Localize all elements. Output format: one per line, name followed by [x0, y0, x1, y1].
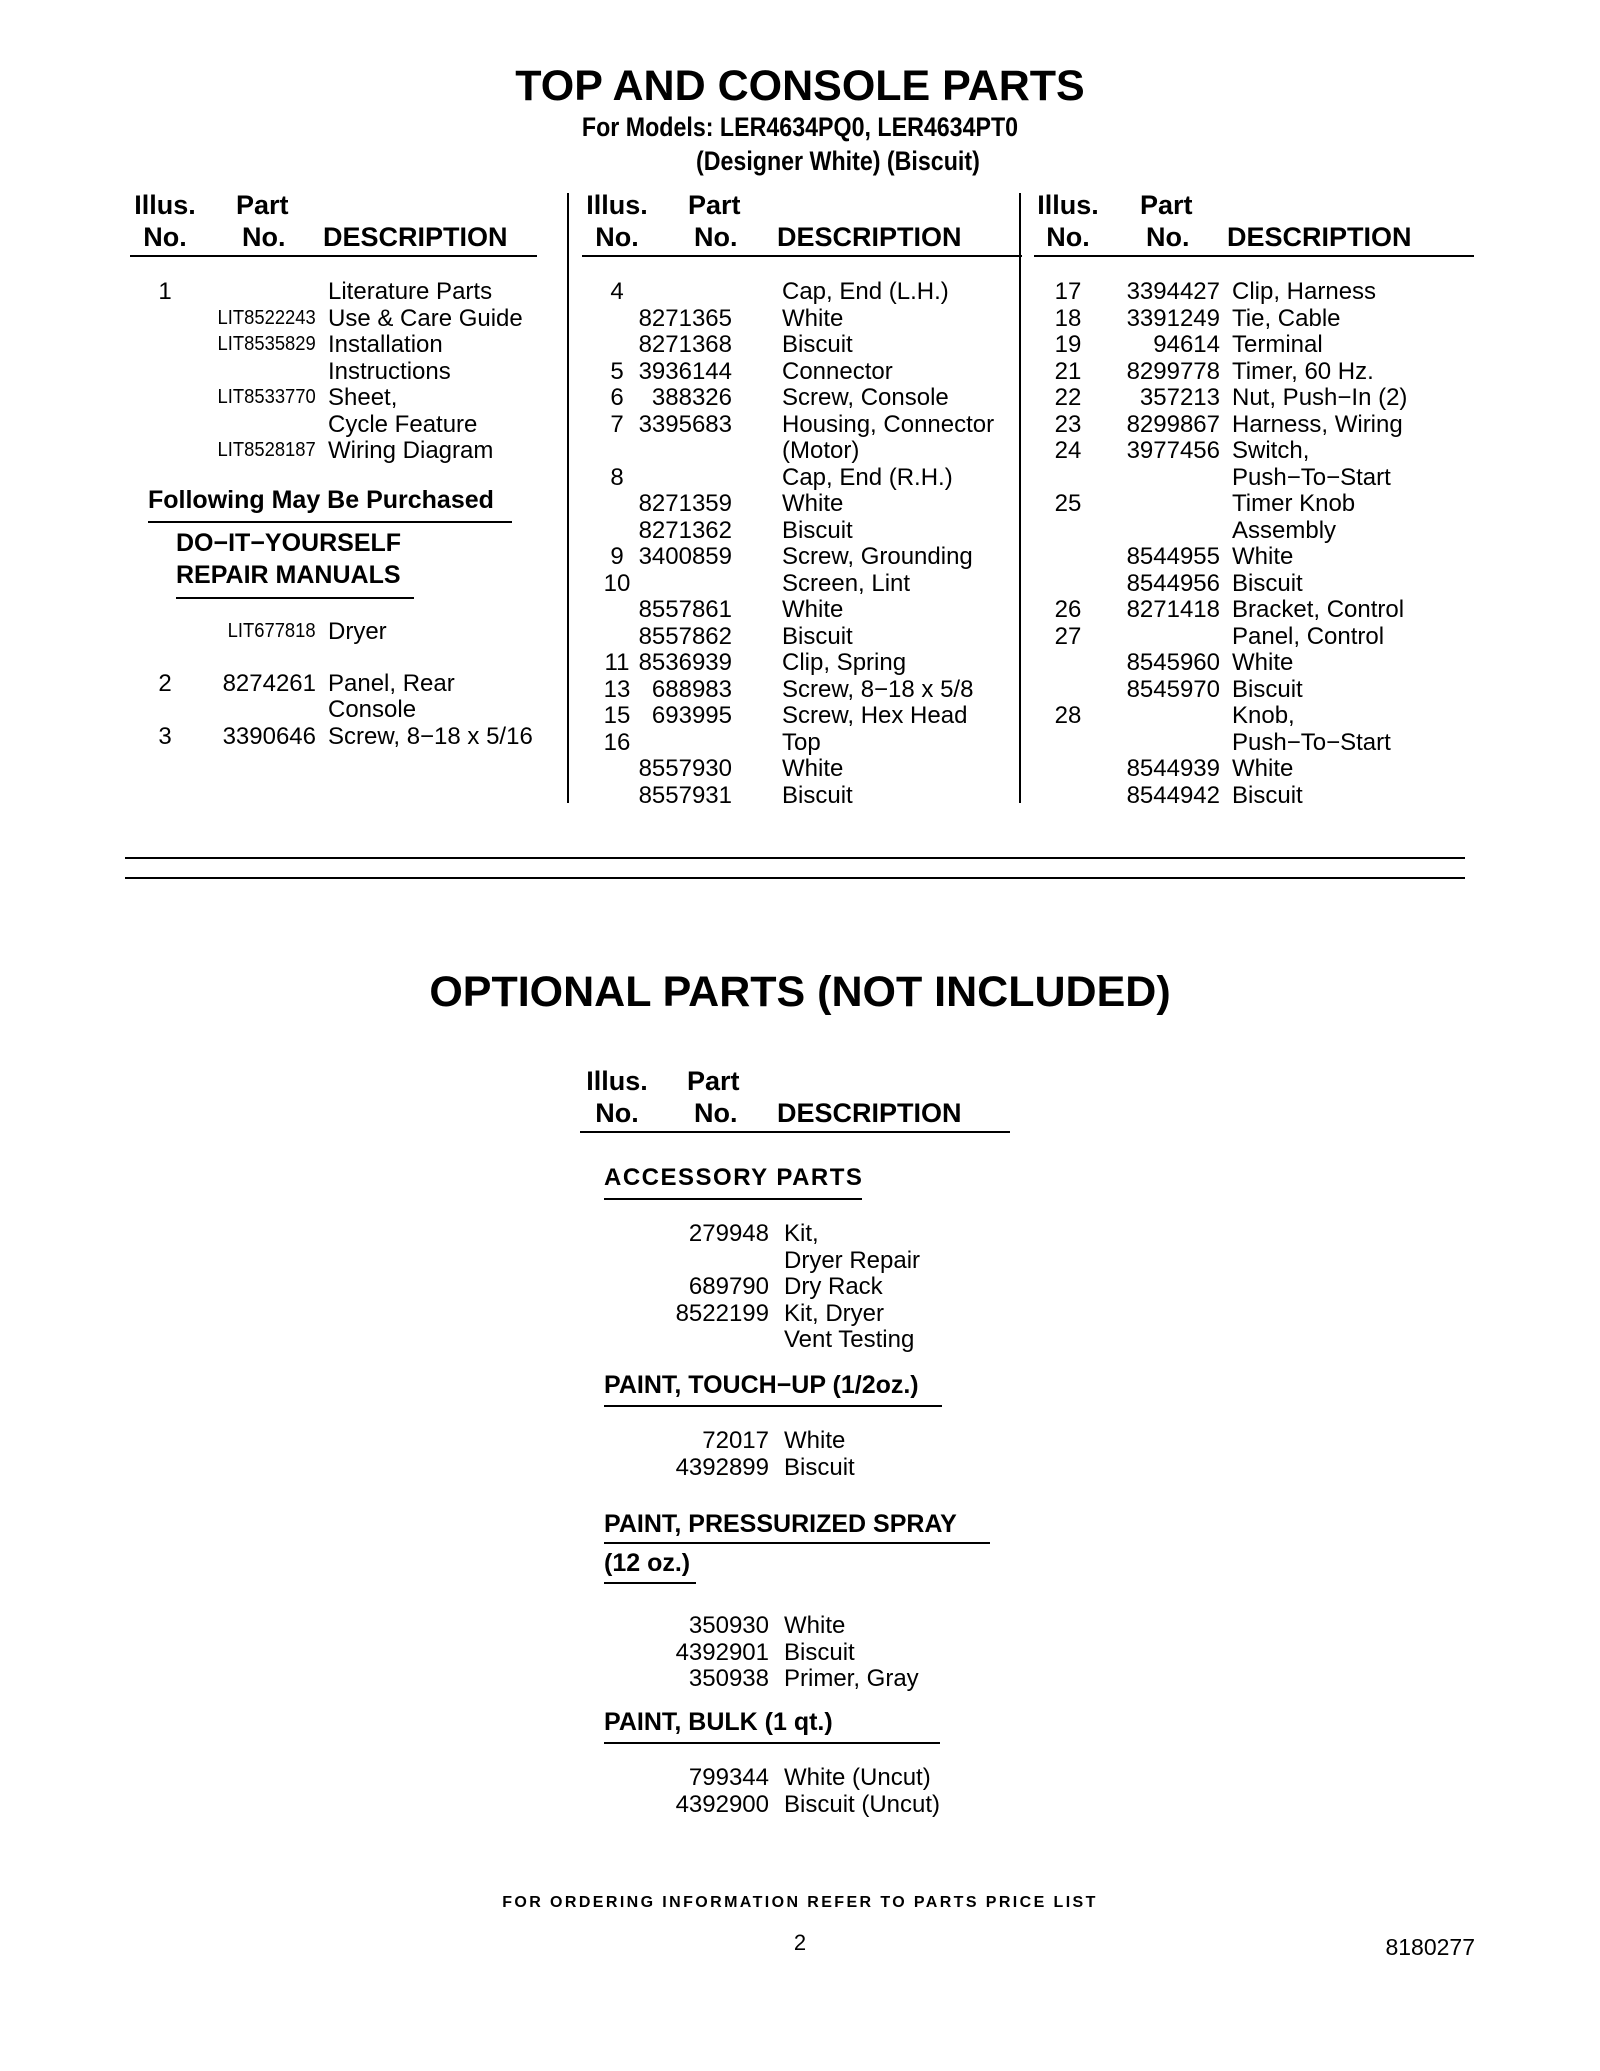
table-row: [130, 618, 560, 645]
section-divider-bottom: [125, 877, 1465, 879]
table-row: [1034, 384, 1464, 411]
part-number: 350930: [688, 1612, 769, 1639]
illus-number: 8: [610, 463, 624, 491]
table-row: [1034, 490, 1464, 517]
header-illus: Illus.: [1037, 190, 1099, 220]
section-heading-rule: [604, 1742, 940, 1744]
table-row: [582, 702, 1012, 729]
table-row: [1034, 331, 1464, 358]
part-description: Console: [328, 696, 417, 723]
part-description: Cycle Feature: [328, 410, 478, 438]
section-heading-rule: [604, 1405, 942, 1407]
table-row: [600, 1791, 1020, 1818]
part-number: 8271359: [638, 490, 732, 517]
section-divider-top: [125, 857, 1465, 859]
part-number: 693995: [651, 702, 732, 729]
header-illus: Illus.: [586, 190, 648, 220]
header-description: DESCRIPTION: [777, 222, 962, 252]
part-description: Biscuit (Uncut): [784, 1790, 941, 1818]
part-number: 8545960: [1126, 649, 1220, 676]
page-title: TOP AND CONSOLE PARTS: [515, 62, 1085, 110]
header-part-no: No.: [694, 222, 738, 252]
table-row: [1034, 729, 1464, 756]
part-number: LIT8528187: [217, 439, 316, 461]
illus-number: 11: [604, 649, 630, 676]
illus-number: 3: [158, 723, 172, 750]
table-row: [1034, 676, 1464, 703]
illus-number: 9: [610, 543, 624, 570]
illus-number: 25: [1054, 490, 1082, 517]
part-number: 8557861: [638, 596, 732, 623]
part-description: Knob,: [1232, 702, 1295, 729]
illus-number: 15: [603, 702, 631, 729]
part-description: Vent Testing: [784, 1326, 915, 1353]
part-description: Dryer: [328, 618, 387, 645]
illus-number: 27: [1054, 622, 1082, 650]
part-number: 689790: [688, 1273, 769, 1300]
part-number: 8544939: [1126, 755, 1220, 782]
diy-heading: DO−IT−YOURSELF: [176, 529, 402, 557]
table-row: [582, 384, 1012, 411]
part-number: LIT8522243: [217, 306, 316, 329]
table-row: [130, 358, 560, 385]
table-row: [582, 490, 1012, 517]
part-description: Biscuit: [782, 781, 853, 809]
table-row: [582, 464, 1012, 491]
header-rule: [130, 255, 537, 257]
illus-number: 24: [1054, 437, 1082, 464]
table-row: [582, 755, 1012, 782]
part-number: 8557930: [638, 755, 732, 782]
table-row: [1034, 782, 1464, 809]
part-description: Literature Parts: [328, 278, 493, 305]
header-illus-no: No.: [595, 1098, 639, 1128]
diy-heading-rule: [176, 597, 414, 599]
part-number: 8536939: [638, 649, 732, 676]
part-description: Tie, Cable: [1232, 304, 1341, 332]
column-divider: [567, 193, 569, 803]
illus-number: 21: [1054, 357, 1082, 385]
illus-number: 22: [1054, 384, 1082, 411]
colors-subtitle: (Designer White) (Biscuit): [696, 146, 980, 176]
table-row: [130, 670, 560, 697]
table-row: [1034, 570, 1464, 597]
table-row: [582, 331, 1012, 358]
part-description: Panel, Control: [1232, 622, 1385, 650]
part-number: 388326: [651, 384, 732, 411]
part-description: Screw, Grounding: [782, 543, 973, 570]
header-illus: Illus.: [586, 1066, 648, 1096]
part-number: 8557862: [638, 622, 732, 650]
table-row: [582, 596, 1012, 623]
table-row: [600, 1612, 1020, 1639]
purchase-heading: Following May Be Purchased: [148, 486, 494, 514]
table-row: [130, 411, 560, 438]
header-illus: Illus.: [134, 190, 196, 220]
part-number: 3400859: [638, 543, 732, 570]
header-part-no: No.: [242, 222, 286, 252]
part-number: 8544956: [1126, 569, 1220, 597]
part-number: 688983: [651, 675, 732, 703]
part-description: Nut, Push−In (2): [1232, 384, 1408, 411]
illus-number: 5: [610, 357, 624, 385]
table-row: [1034, 305, 1464, 332]
header-description: DESCRIPTION: [1227, 222, 1412, 252]
table-row: [600, 1427, 1020, 1454]
part-description: Biscuit: [1232, 569, 1303, 597]
part-description: Biscuit: [782, 331, 853, 358]
document-number: 8180277: [1385, 1934, 1475, 1960]
table-row: [600, 1764, 1020, 1791]
part-description: White: [782, 304, 844, 332]
section-heading: PAINT, TOUCH−UP (1/2oz.): [604, 1371, 919, 1399]
table-row: [582, 649, 1012, 676]
part-number: 8545970: [1126, 675, 1220, 703]
table-row: [1034, 464, 1464, 491]
part-number: 4392899: [675, 1453, 769, 1481]
part-number: 3394427: [1126, 278, 1220, 305]
table-row: [130, 723, 560, 750]
illus-number: 19: [1054, 331, 1082, 358]
section-heading-rule: [604, 1542, 990, 1544]
part-description: Kit,: [784, 1220, 819, 1247]
part-description: Bracket, Control: [1232, 596, 1405, 623]
header-part: Part: [687, 1066, 740, 1096]
table-row: [130, 278, 560, 305]
section-heading-rule: [604, 1198, 862, 1200]
part-number: 94614: [1153, 331, 1220, 358]
part-description: Screen, Lint: [782, 569, 911, 597]
part-description: Screw, Hex Head: [782, 702, 968, 729]
part-number: 8299778: [1126, 357, 1220, 385]
part-description: Use & Care Guide: [328, 304, 523, 332]
table-row: [600, 1300, 1020, 1327]
illus-number: 6: [610, 384, 624, 411]
part-description: Cap, End (R.H.): [782, 463, 953, 491]
part-description: White: [782, 490, 844, 517]
part-number: 350938: [688, 1665, 769, 1692]
illus-number: 10: [603, 569, 631, 597]
header-illus-no: No.: [143, 222, 187, 252]
table-row: [600, 1247, 1020, 1274]
table-row: [1034, 649, 1464, 676]
part-description: Harness, Wiring: [1232, 410, 1403, 438]
header-description: DESCRIPTION: [777, 1098, 962, 1128]
illus-number: 4: [610, 278, 624, 305]
part-description: Biscuit: [782, 516, 853, 544]
illus-number: 16: [603, 728, 631, 756]
illus-number: 1: [158, 278, 172, 305]
table-row: [600, 1220, 1020, 1247]
header-part: Part: [688, 190, 741, 220]
part-description: Assembly: [1232, 516, 1337, 544]
part-number: 8271365: [638, 304, 732, 332]
table-row: [130, 696, 560, 723]
part-number: 4392900: [675, 1790, 769, 1818]
table-row: [582, 782, 1012, 809]
part-description: Timer, 60 Hz.: [1232, 357, 1374, 385]
header-rule: [580, 1131, 1010, 1133]
part-description: Instructions: [328, 357, 451, 385]
table-row: [130, 384, 560, 411]
table-row: [600, 1639, 1020, 1666]
table-row: [582, 305, 1012, 332]
section-heading: PAINT, BULK (1 qt.): [604, 1708, 833, 1736]
part-description: White: [782, 755, 844, 782]
table-row: [582, 570, 1012, 597]
part-number: 8544955: [1126, 543, 1220, 570]
purchase-heading-rule: [148, 521, 512, 523]
part-description: White: [782, 596, 844, 623]
part-description: Installation: [328, 331, 443, 358]
part-description: White (Uncut): [784, 1764, 931, 1791]
part-description: Terminal: [1232, 331, 1323, 358]
table-row: [600, 1326, 1020, 1353]
table-row: [582, 543, 1012, 570]
part-description: Clip, Harness: [1232, 278, 1377, 305]
table-row: [130, 331, 560, 358]
part-description: Wiring Diagram: [328, 437, 494, 464]
part-description: Screw, 8−18 x 5/16: [328, 723, 533, 750]
part-description: White: [784, 1612, 846, 1639]
table-row: [1034, 623, 1464, 650]
part-description: White: [1232, 649, 1294, 676]
table-row: [1034, 702, 1464, 729]
optional-parts-title: OPTIONAL PARTS (NOT INCLUDED): [429, 968, 1171, 1016]
table-row: [1034, 411, 1464, 438]
table-row: [582, 358, 1012, 385]
table-row: [582, 278, 1012, 305]
illus-number: 28: [1054, 702, 1082, 729]
table-row: [1034, 517, 1464, 544]
table-row: [130, 305, 560, 332]
part-description: Top: [782, 728, 821, 756]
illus-number: 17: [1054, 278, 1082, 305]
header-part-no: No.: [1146, 222, 1190, 252]
part-number: 799344: [688, 1764, 769, 1791]
illus-number: 18: [1054, 304, 1082, 332]
part-description: White: [784, 1427, 846, 1454]
part-description: White: [1232, 543, 1294, 570]
part-number: 8522199: [675, 1299, 769, 1327]
part-description: Primer, Gray: [784, 1665, 919, 1692]
part-number: 3395683: [638, 410, 732, 438]
header-part: Part: [1140, 190, 1193, 220]
part-description: Screw, 8−18 x 5/8: [782, 675, 974, 703]
header-illus-no: No.: [595, 222, 639, 252]
diy-heading: REPAIR MANUALS: [176, 561, 401, 589]
ordering-note: FOR ORDERING INFORMATION REFER TO PARTS PRICE LIST: [502, 1894, 1098, 1911]
illus-number: 2: [158, 670, 172, 697]
column-divider: [1019, 193, 1021, 803]
part-description: Timer Knob: [1232, 490, 1356, 517]
section-heading: (12 oz.): [604, 1549, 691, 1577]
part-number: 3936144: [638, 357, 732, 385]
part-number: 72017: [702, 1427, 769, 1454]
part-description: (Motor): [782, 437, 860, 464]
part-description: Sheet,: [328, 384, 398, 411]
table-row: [582, 729, 1012, 756]
part-number: 8557931: [638, 781, 732, 809]
part-description: White: [1232, 755, 1294, 782]
table-row: [1034, 358, 1464, 385]
part-description: Biscuit: [1232, 675, 1303, 703]
table-row: [582, 623, 1012, 650]
illus-number: 13: [603, 675, 631, 703]
part-description: Screw, Console: [782, 384, 949, 411]
section-heading-rule: [604, 1582, 696, 1584]
table-row: [582, 411, 1012, 438]
part-description: Push−To−Start: [1232, 728, 1391, 756]
part-number: LIT677818: [228, 620, 316, 642]
illus-number: 26: [1054, 596, 1082, 623]
part-description: Biscuit: [1232, 781, 1303, 809]
part-description: Cap, End (L.H.): [782, 278, 949, 305]
part-number: LIT8535829: [217, 333, 316, 355]
table-row: [1034, 596, 1464, 623]
part-number: 8544942: [1126, 781, 1220, 809]
part-description: Clip, Spring: [782, 649, 907, 676]
part-number: 279948: [688, 1220, 769, 1247]
part-number: 3391249: [1126, 304, 1220, 332]
table-row: [600, 1273, 1020, 1300]
part-description: Kit, Dryer: [784, 1299, 885, 1327]
part-description: Switch,: [1232, 437, 1310, 464]
illus-number: 7: [610, 410, 624, 438]
header-illus-no: No.: [1046, 222, 1090, 252]
part-number: 8271368: [638, 331, 732, 358]
part-number: 3390646: [222, 723, 316, 750]
part-description: Biscuit: [784, 1638, 855, 1666]
header-rule: [1034, 255, 1474, 257]
section-heading: ACCESSORY PARTS: [604, 1164, 864, 1191]
part-number: 8274261: [222, 670, 316, 697]
part-description: Dry Rack: [784, 1273, 883, 1300]
table-row: [130, 437, 560, 464]
table-row: [1034, 437, 1464, 464]
table-row: [600, 1454, 1020, 1481]
part-description: Panel, Rear: [328, 670, 455, 697]
part-description: Housing, Connector: [782, 410, 995, 438]
part-description: Biscuit: [784, 1453, 855, 1481]
table-row: [1034, 755, 1464, 782]
part-description: Biscuit: [782, 622, 853, 650]
illus-number: 23: [1054, 410, 1082, 438]
header-part: Part: [236, 190, 289, 220]
part-number: 4392901: [675, 1638, 769, 1666]
part-description: Push−To−Start: [1232, 463, 1391, 491]
models-subtitle: For Models: LER4634PQ0, LER4634PT0: [581, 112, 1019, 142]
table-row: [582, 517, 1012, 544]
header-rule: [582, 255, 1022, 257]
page-number: 2: [793, 1930, 807, 1955]
part-number: 3977456: [1126, 437, 1220, 464]
part-number: 357213: [1139, 384, 1220, 411]
table-row: [600, 1665, 1020, 1692]
section-heading: PAINT, PRESSURIZED SPRAY: [604, 1510, 957, 1538]
header-description: DESCRIPTION: [323, 222, 508, 252]
part-number: LIT8533770: [217, 386, 316, 408]
table-row: [582, 437, 1012, 464]
part-number: 8271418: [1126, 596, 1220, 623]
header-part-no: No.: [694, 1098, 738, 1128]
part-description: Connector: [782, 357, 893, 385]
part-number: 8271362: [638, 516, 732, 544]
part-number: 8299867: [1126, 410, 1220, 438]
part-description: Dryer Repair: [784, 1246, 921, 1274]
table-row: [1034, 278, 1464, 305]
table-row: [1034, 543, 1464, 570]
table-row: [582, 676, 1012, 703]
